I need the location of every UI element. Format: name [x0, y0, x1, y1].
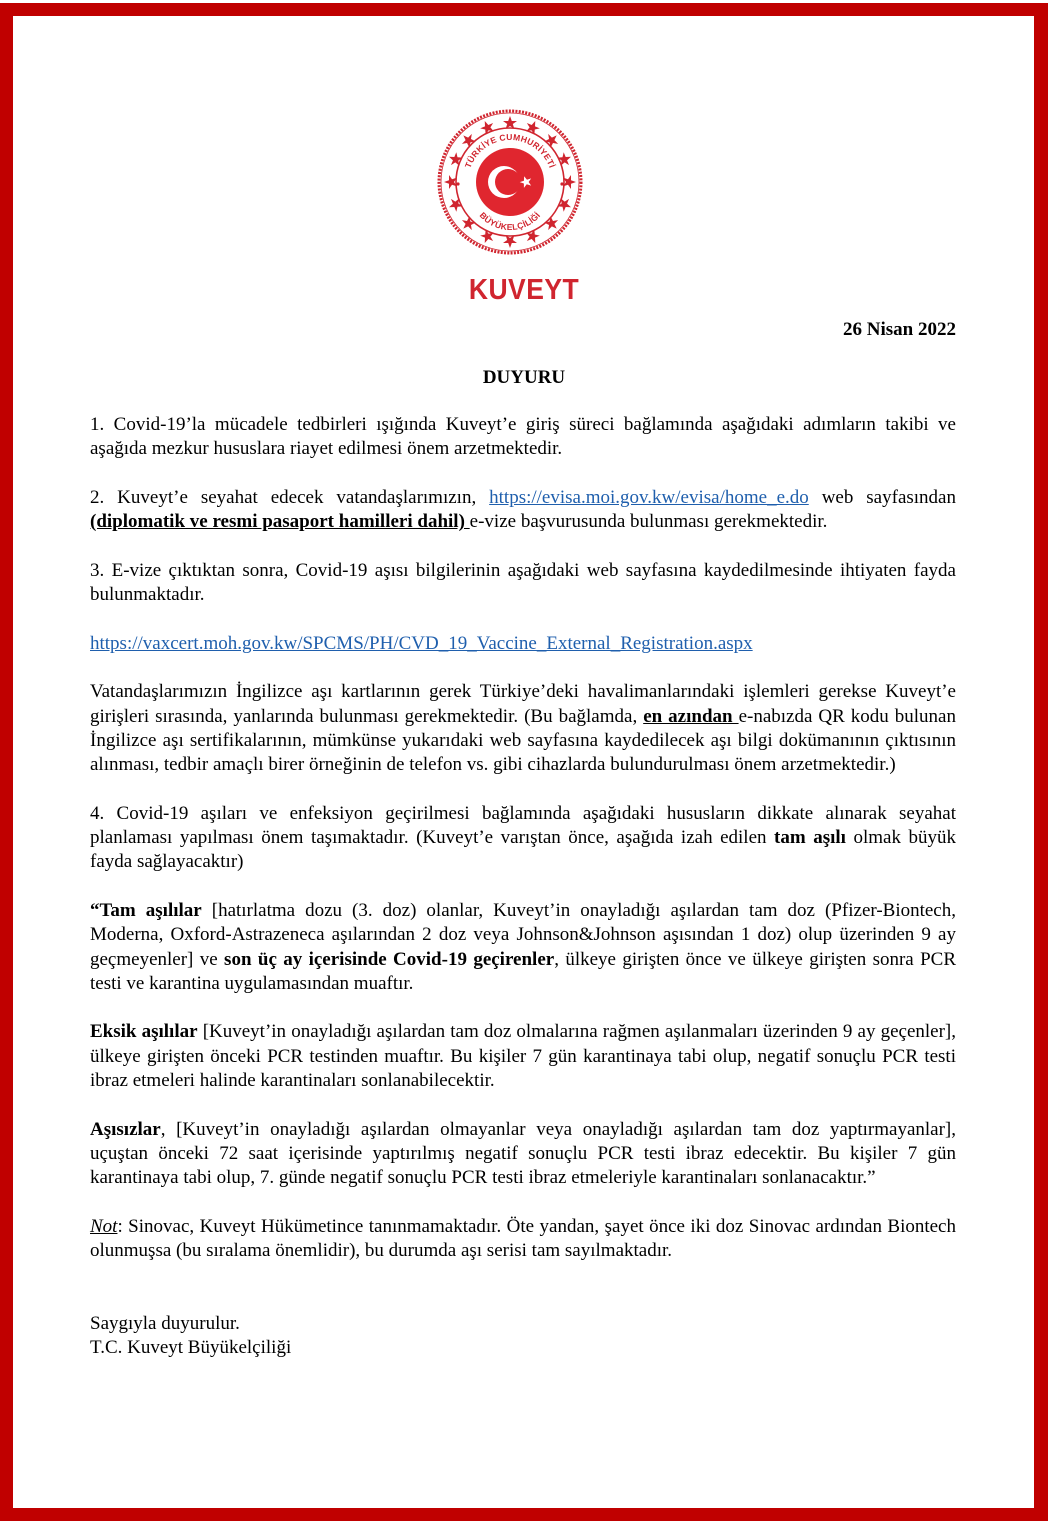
diplomatic-passport-note: (diplomatik ve resmi pasaport hamilleri dahil) [90, 511, 470, 533]
note-label: Not [90, 1215, 118, 1237]
paragraph-vaccine-cards [90, 680, 956, 777]
paragraph-4 [90, 802, 956, 875]
unvaccinated-heading: Aşısızlar [90, 1118, 161, 1140]
embassy-emblem-icon [436, 108, 584, 256]
paragraph-3: 3. E-vize çıktıktan sonra, Covid-19 aşısı bilgilerinin aşağıdaki web sayfasına kaydedilmesinde ihtiyaten fayda bulunmaktadır. [90, 559, 956, 606]
vaccine-cards-text-b: e-nabızda QR kodu bulunan İngilizce aşı sertifikalarının, mümkünse yukarıdaki web sayfasına kaydedilecek aşı bilgi dokümanının çıktısının alınması, tedbir amaçlı birer örneğinin de telefon vs. gibi cihazlarda bulundurulması önem arzetmektedir.) [90, 705, 956, 776]
fully-vaccinated-emphasis: tam aşılı [774, 827, 846, 849]
signature-closing: Saygıyla duyurulur. [90, 1312, 240, 1334]
note-text: : Sinovac, Kuveyt Hükümetince tanınmamaktadır. Öte yandan, şayet önce iki doz Sinovac ardından Biontech olunmuşsa (bu sıralama önemlidir), bu durumda aşı serisi tam sayılmaktadır. [90, 1215, 956, 1262]
at-least-emphasis: en azından [643, 705, 739, 727]
emblem-bottom-text: BÜYÜKELÇİLİĞİ [477, 210, 543, 233]
city-name: KUVEYT [468, 274, 580, 306]
fully-vaccinated-text-a: [hatırlatma dozu (3. doz) olanlar, Kuveyt’in onayladığı aşılardan tam doz (Pfizer-Biontech, Moderna, Oxford-Astrazeneca aşılarından 2 doz veya Johnson&Johnson aşısından 1 doz) olup üzerinden 9 ay geçmeyenler] ve [90, 899, 956, 970]
paragraph-4-text-a: 4. Covid-19 aşıları ve enfeksiyon geçirilmesi bağlamında aşağıdaki hususların dikkate alınarak seyahat planlaması yapılması önem taşımaktadır. (Kuveyt’e varıştan önce, aşağıda izah edilen [90, 802, 956, 849]
paragraph-unvaccinated [90, 1118, 956, 1191]
vaccine-cards-text-a: Vatandaşlarımızın İngilizce aşı kartlarının gerek Türkiye’deki havalimanlarındaki işlemleri gerekse Kuveyt’e girişleri sırasında, yanlarında bulunması gerekmektedir. (Bu bağlamda, [90, 681, 956, 727]
emblem-top-text: TÜRKİYE CUMHURİYETİ [462, 131, 558, 170]
fully-vaccinated-heading: “Tam aşılılar [90, 899, 202, 921]
document-title: DUYURU [482, 367, 566, 388]
paragraph-1: 1. Covid-19’la mücadele tedbirleri ışığında Kuveyt’e giriş süreci bağlamında aşağıdaki adımların takibi ve aşağıda mezkur hususlara riayet edilmesi önem arzetmektedir. [90, 414, 956, 460]
vaxcert-link[interactable]: https://vaxcert.moh.gov.kw/SPCMS/PH/CVD_19_Vaccine_External_Registration.aspx [90, 632, 753, 654]
fully-vaccinated-text-b: , ülkeye girişten önce ve ülkeye girişten sonra PCR testi ve karantina uygulamasından muaftır. [90, 948, 956, 994]
document-body [90, 413, 956, 1361]
paragraph-3-url [90, 632, 956, 656]
paragraph-2-text-c: e-vize başvurusunda bulunması gerekmektedir. [469, 511, 828, 533]
evisa-link[interactable]: https://evisa.moi.gov.kw/evisa/home_e.do [489, 486, 809, 508]
partially-vaccinated-heading: Eksik aşılılar [90, 1021, 198, 1043]
paragraph-2 [90, 486, 956, 535]
paragraph-2-text-b: web sayfasından [808, 486, 956, 508]
signature-block [90, 1312, 956, 1361]
paragraph-partially-vaccinated [90, 1020, 956, 1093]
signature-embassy: T.C. Kuveyt Büyükelçiliği [90, 1337, 292, 1359]
paragraph-4-text-b: olmak büyük fayda sağlayacaktır) [90, 827, 956, 873]
partially-vaccinated-text: [Kuveyt’in onayladığı aşılardan tam doz olmalarına rağmen aşılanmaları üzerinden 9 ay geçenler], ülkeye girişten önceki PCR testinden muaftır. Bu kişiler 7 gün karantinaya tabi olup, negatif sonuçlu PCR testi ibraz etmeleri halinde karantinaları sonlanabilecektir. [90, 1021, 957, 1092]
paragraph-fully-vaccinated [90, 899, 956, 996]
paragraph-2-text-a: 2. Kuveyt’e seyahat edecek vatandaşlarımızın, [90, 486, 490, 508]
document-date: 26 Nisan 2022 [843, 319, 956, 340]
paragraph-note [90, 1215, 956, 1264]
recovered-emphasis: son üç ay içerisinde Covid-19 geçirenler [224, 948, 555, 970]
unvaccinated-text: , [Kuveyt’in onayladığı aşılardan olmayanlar veya onayladığı aşılardan tam doz yaptırmayanlar], uçuştan önceki 72 saat içerisinde yaptırılmış negatif sonuçlu PCR testi ibraz edecektir. Bu kişiler 7 gün karantinaya tabi olup, 7. günde negatif sonuçlu PCR testi ibraz etmeleriyle karantinaları sonlanacaktır.” [90, 1118, 956, 1189]
